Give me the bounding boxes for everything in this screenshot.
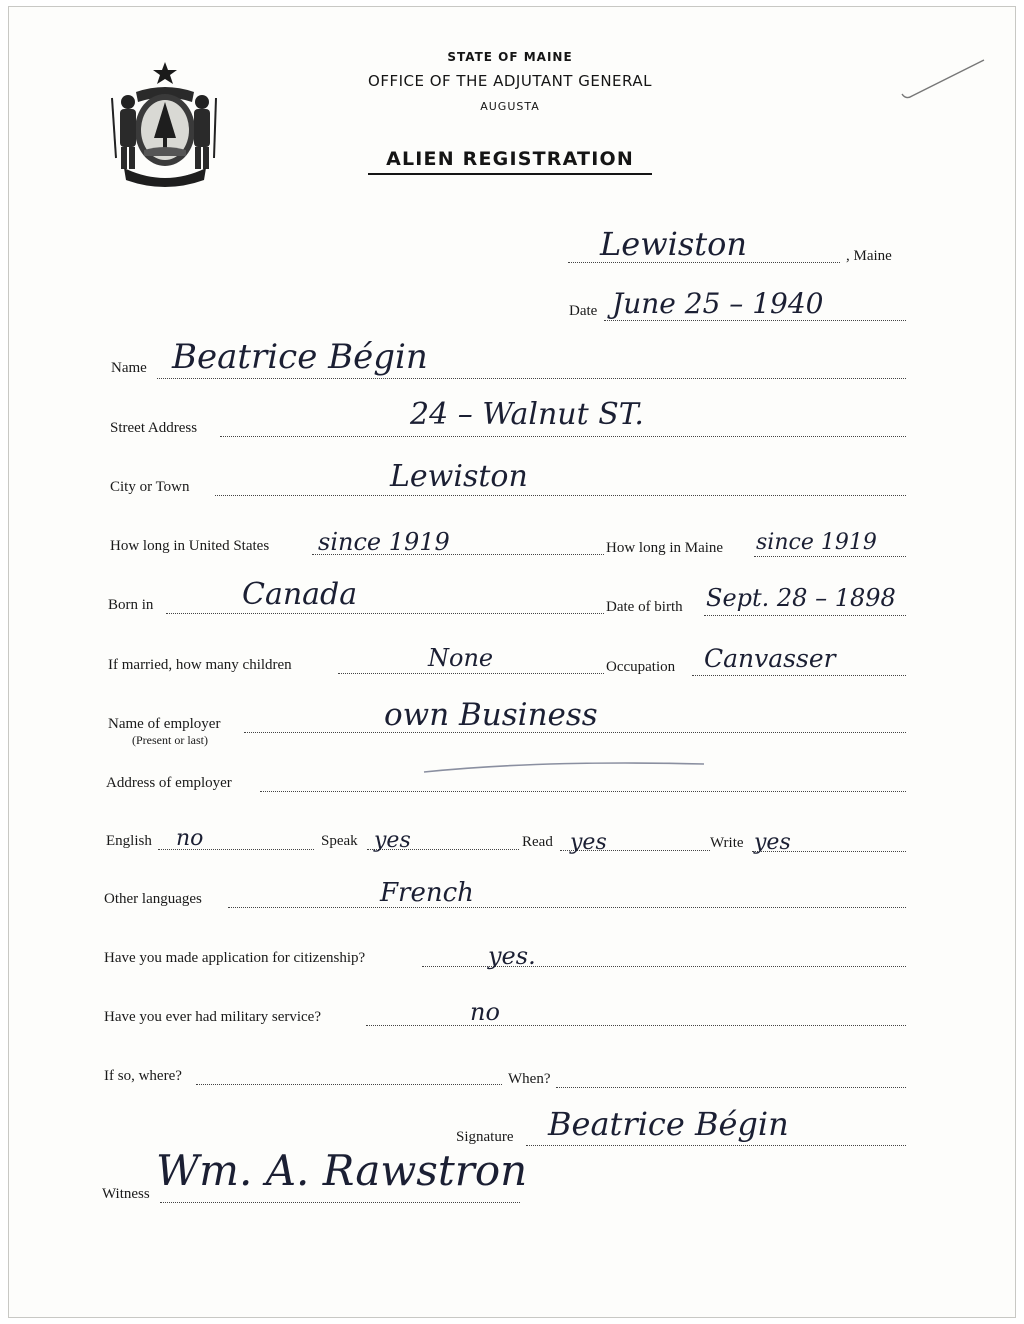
street-address-label: Street Address xyxy=(110,420,198,436)
read-entry: yes xyxy=(570,830,607,855)
born-in-label: Born in xyxy=(108,597,154,613)
header-office: OFFICE OF THE ADJUTANT GENERAL xyxy=(368,72,652,90)
date-of-birth-entry: Sept. 28 – 1898 xyxy=(706,584,896,612)
witness-line xyxy=(160,1202,520,1203)
how-long-us-label: How long in United States xyxy=(110,538,270,554)
town-entry: Lewiston xyxy=(600,225,747,263)
military-entry: no xyxy=(470,998,500,1026)
children-line xyxy=(338,673,604,674)
born-in-entry: Canada xyxy=(242,577,358,612)
english-label: English xyxy=(106,833,152,849)
citizenship-entry: yes. xyxy=(488,942,536,970)
date-of-birth-line xyxy=(704,615,906,616)
how-long-us-entry: since 1919 xyxy=(318,528,450,556)
other-languages-line xyxy=(228,907,906,908)
city-label: City or Town xyxy=(110,479,190,495)
born-in-line xyxy=(166,613,604,614)
how-long-maine-label: How long in Maine xyxy=(606,540,724,556)
street-address-line xyxy=(220,436,906,437)
write-entry: yes xyxy=(754,830,791,855)
street-address-entry: 24 – Walnut ST. xyxy=(410,397,644,432)
citizenship-label: Have you made application for citizenship? xyxy=(104,950,366,966)
employer-address-label: Address of employer xyxy=(106,775,232,791)
date-of-birth-label: Date of birth xyxy=(606,599,683,615)
employer-address-line xyxy=(260,791,906,792)
signature-line xyxy=(526,1145,906,1146)
witness-label: Witness xyxy=(102,1186,150,1202)
other-languages-label: Other languages xyxy=(104,891,202,907)
if-so-where-line xyxy=(196,1084,502,1085)
occupation-label: Occupation xyxy=(606,659,676,675)
name-entry: Beatrice Bégin xyxy=(172,337,428,377)
read-label: Read xyxy=(522,834,553,850)
how-long-maine-line xyxy=(754,556,906,557)
name-line xyxy=(157,378,906,379)
military-label: Have you ever had military service? xyxy=(104,1009,321,1025)
header-city: AUGUSTA xyxy=(480,100,540,113)
when-label: When? xyxy=(508,1071,551,1087)
city-entry: Lewiston xyxy=(390,459,528,494)
speak-entry: yes xyxy=(374,828,411,853)
check-mark-icon xyxy=(900,56,990,106)
header-state: STATE OF MAINE xyxy=(447,50,573,64)
employer-name-entry: own Business xyxy=(384,697,598,733)
english-entry: no xyxy=(176,826,204,851)
signature-entry: Beatrice Bégin xyxy=(548,1105,789,1143)
city-line xyxy=(215,495,906,496)
children-entry: None xyxy=(428,644,494,672)
if-so-where-label: If so, where? xyxy=(104,1068,182,1084)
write-label: Write xyxy=(710,835,744,851)
when-line xyxy=(556,1087,906,1088)
employer-name-label: Name of employer xyxy=(108,716,221,732)
date-line xyxy=(604,320,906,321)
form-title: ALIEN REGISTRATION xyxy=(368,148,652,175)
date-label: Date xyxy=(569,303,598,319)
date-entry: June 25 – 1940 xyxy=(612,287,824,320)
other-languages-entry: French xyxy=(380,878,474,908)
occupation-line xyxy=(692,675,906,676)
name-label: Name xyxy=(111,360,147,376)
employer-address-stroke-icon xyxy=(420,756,710,776)
seal-banner-text: MAINE xyxy=(148,167,190,178)
occupation-entry: Canvasser xyxy=(704,644,836,673)
maine-label: , Maine xyxy=(846,248,892,264)
speak-label: Speak xyxy=(321,833,358,849)
signature-label: Signature xyxy=(456,1129,514,1145)
children-label: If married, how many children xyxy=(108,657,292,673)
witness-entry: Wm. A. Rawstron xyxy=(156,1146,528,1195)
how-long-maine-entry: since 1919 xyxy=(756,530,877,555)
employer-note: (Present or last) xyxy=(132,733,208,747)
military-line xyxy=(366,1025,906,1026)
